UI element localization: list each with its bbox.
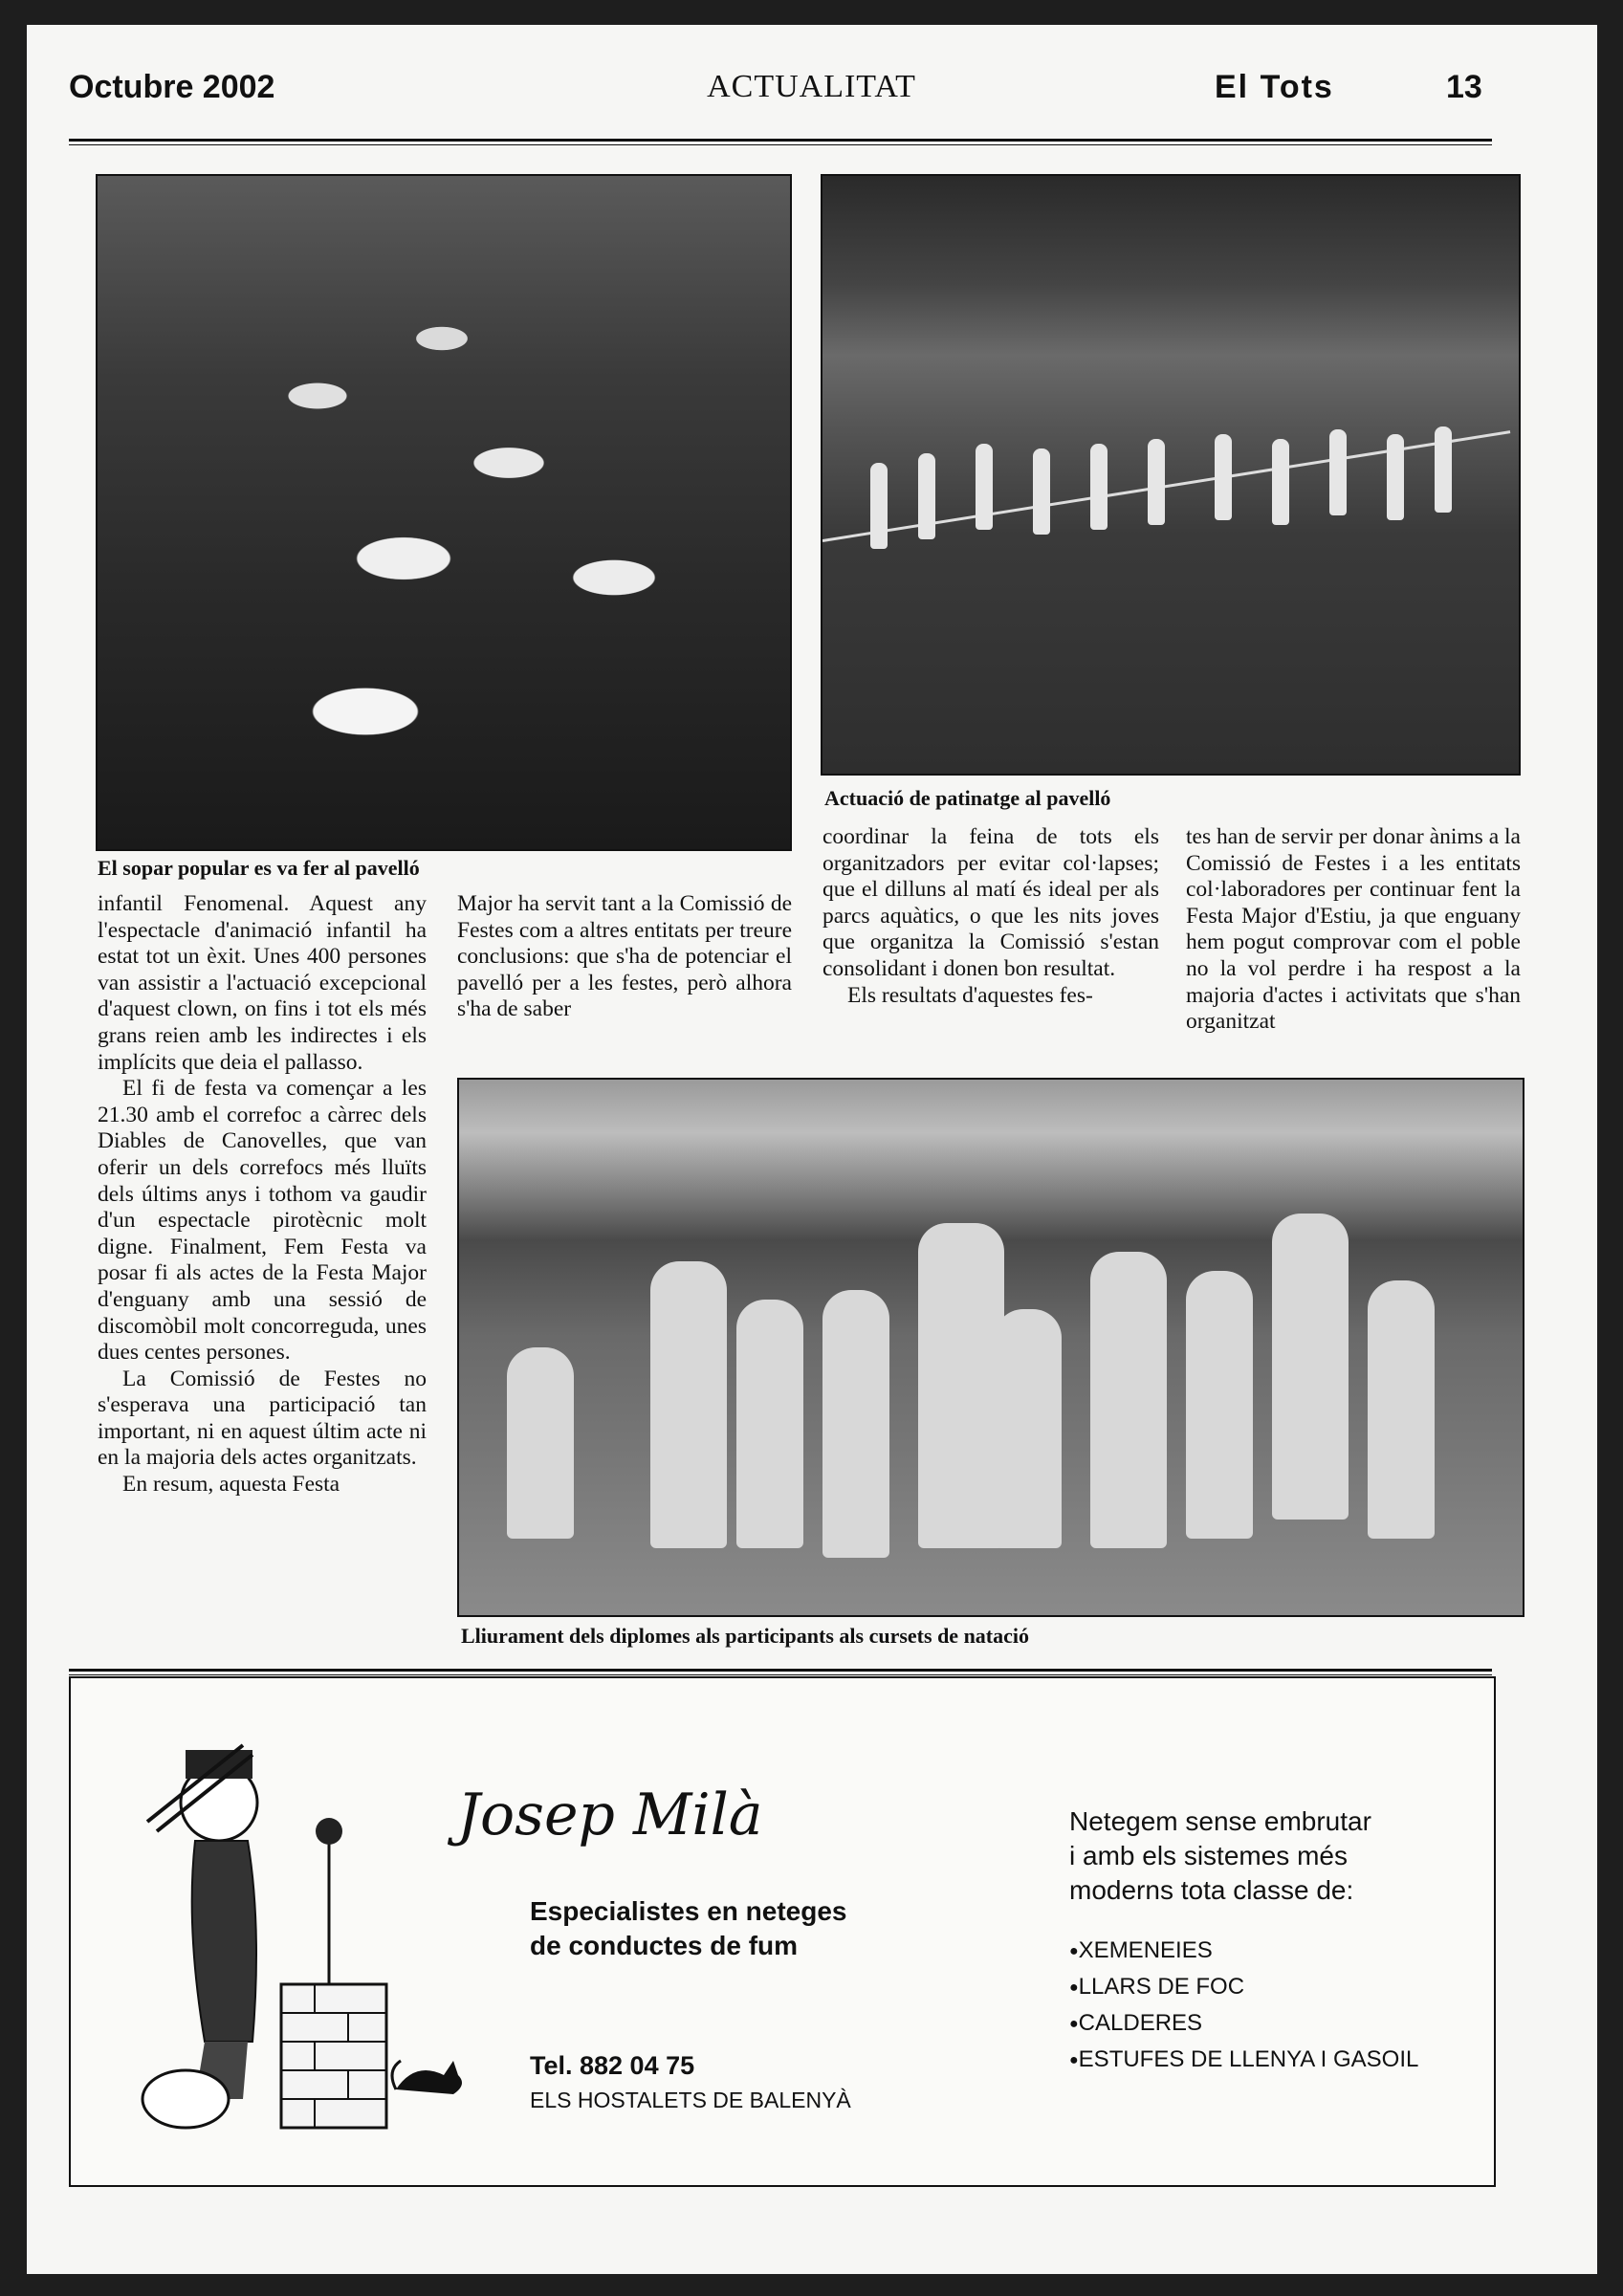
magazine-name: El Tots	[1215, 69, 1334, 105]
ad-service-item: ● LLARS DE FOC	[1069, 1969, 1418, 2005]
ad-intro-line: i amb els sistemes més	[1069, 1841, 1348, 1870]
skating-caption: Actuació de patinatge al pavelló	[824, 786, 1111, 810]
article-paragraph: En resum, aquesta Festa	[122, 1472, 340, 1498]
article-paragraph: La Comissió de Festes no s'esperava una participació tan important, ni en aquest últim acte ni en la majoria dels actes organitzats.	[98, 1366, 427, 1471]
article-paragraph: El fi de festa va començar a les 21.30 amb el correfoc a càrrec dels Diables de Canovelles, que van oferir un dels correfocs més lluïts dels últims anys i tothom va gaudir d'un espectacle pirotècnic molt digne. Finalment, Fem Festa va posar fi als actes de la Festa Major d'enguany amb una sessió de discomòbil molt concorreguda, unes dues centes persones.	[98, 1076, 427, 1366]
ad-intro-line: moderns tota classe de:	[1069, 1875, 1354, 1905]
article-paragraph: tes han de servir per donar ànims a la Comissió de Festes i a les entitats col·laboradores per continuar fent la Festa Major d'Estiu, ja que enguany hem pogut comprovar com el poble no la vol perdre i ha respost a la majoria d'actes i activitats que s'han organitzat	[1186, 824, 1521, 1035]
ad-service-item: ● XEMENEIES	[1069, 1933, 1418, 1969]
article-column-3	[822, 824, 1159, 1009]
dinner-caption: El sopar popular es va fer al pavelló	[98, 856, 420, 880]
ad-address: ELS HOSTALETS DE BALENYÀ	[530, 2088, 851, 2112]
header-rule	[69, 139, 1492, 145]
ad-tagline	[530, 1894, 847, 1963]
ad-intro-line: Netegem sense embrutar	[1069, 1806, 1371, 1836]
article-column-2	[457, 891, 792, 1023]
ad-service-item: ● ESTUFES DE LLENYA I GASOIL	[1069, 2042, 1418, 2078]
article-paragraph: infantil Fenomenal. Aquest any l'espectacle d'animació infantil ha estat tot un èxit. Unes 400 persones van assistir a l'actuació excepcional d'aquest clown, on fins i tot els més grans reien amb les indirectes i els implícits que deia el pallasso.	[98, 891, 427, 1075]
diplomas-photo	[457, 1078, 1524, 1617]
article-paragraph: Major ha servit tant a la Comissió de Festes com a altres entitats per treure conclusions: que s'ha de potenciar el pavelló per a les festes, però alhora s'ha de saber	[457, 891, 792, 1022]
ad-phone: Tel. 882 04 75	[530, 2051, 695, 2080]
diplomas-caption: Lliurament dels diplomes als participants als cursets de natació	[461, 1624, 1030, 1648]
ad-tagline-line: de conductes de fum	[530, 1931, 799, 1960]
ad-service-item: ● CALDERES	[1069, 2005, 1418, 2042]
ad-tagline-line: Especialistes en neteges	[530, 1896, 847, 1926]
section-title: ACTUALITAT	[707, 69, 916, 104]
page-number: 13	[1446, 69, 1482, 105]
article-paragraph: coordinar la feina de tots els organitzadors per evitar col·lapses; que el dilluns al matí és ideal per als parcs aquàtics, o que les nits joves que organitza la Comissió s'estan consolidant i donen bon resultat.	[822, 824, 1159, 981]
ad-brand-name: Josep Milà	[457, 1782, 763, 1848]
article-column-4	[1186, 824, 1521, 1036]
ad-services-list	[1069, 1933, 1418, 2078]
ad-intro	[1069, 1804, 1371, 1908]
advertisement	[69, 1676, 1496, 2187]
ad-separator-rule	[69, 1669, 1492, 1675]
article-paragraph: Els resultats d'aquestes fes-	[847, 982, 1093, 1008]
cat-icon	[386, 2042, 472, 2109]
dinner-photo	[96, 174, 792, 851]
article-column-1	[98, 891, 427, 1498]
issue-date: Octubre 2002	[69, 69, 275, 105]
skating-photo	[821, 174, 1521, 776]
